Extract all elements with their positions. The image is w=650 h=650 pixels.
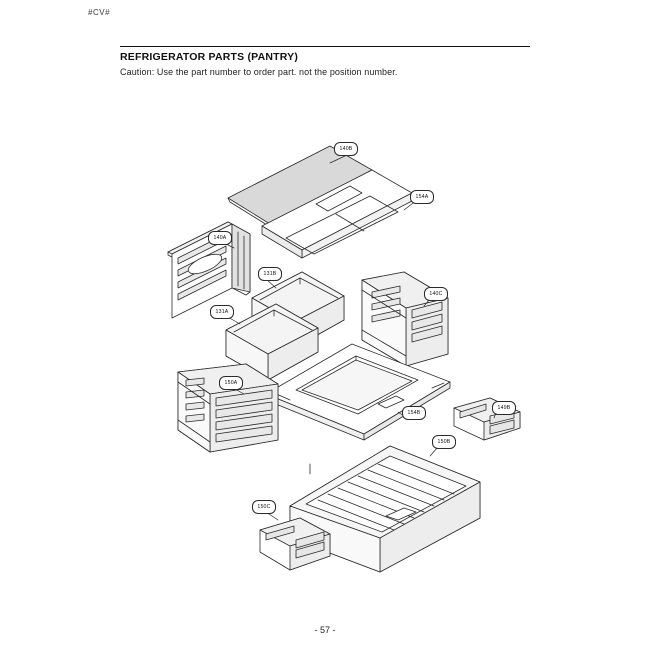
callout-131b: 131B bbox=[258, 267, 282, 281]
caution-text: Caution: Use the part number to order part. not the position number. bbox=[120, 67, 398, 77]
callout-140c: 140C bbox=[424, 287, 448, 301]
page-number: - 57 - bbox=[314, 625, 336, 635]
callout-154a: 154A bbox=[410, 190, 434, 204]
callout-131a: 131A bbox=[210, 305, 234, 319]
callout-150b: 150B bbox=[432, 435, 456, 449]
header-code: #CV# bbox=[88, 8, 111, 17]
page-title: REFRIGERATOR PARTS (PANTRY) bbox=[120, 51, 299, 63]
callout-154b: 154B bbox=[402, 406, 426, 420]
callout-150a: 150A bbox=[219, 376, 243, 390]
callout-149b: 149B bbox=[492, 401, 516, 415]
callout-150c: 150C bbox=[252, 500, 276, 514]
callout-140a: 140A bbox=[208, 231, 232, 245]
callout-140b: 140B bbox=[334, 142, 358, 156]
